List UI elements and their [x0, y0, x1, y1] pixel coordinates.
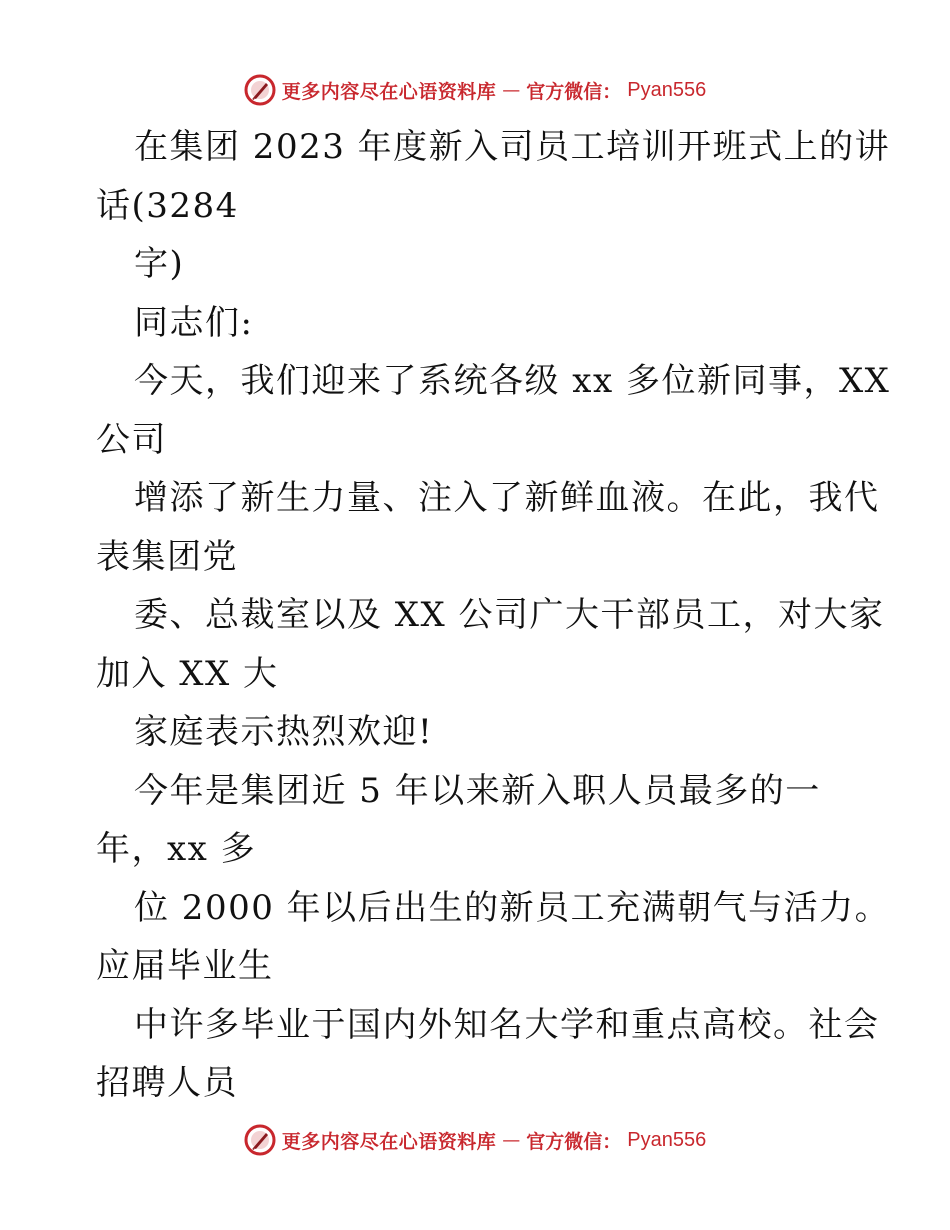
watermark-brand-text: 更多内容尽在心语资料库: [281, 80, 497, 103]
text-line: 位 2000 年以后出生的新员工充满朝气与活力。: [134, 887, 891, 928]
text-line: 委、总裁室以及 XX 公司广大干部员工，对大家: [134, 595, 885, 635]
quill-logo-icon: [244, 74, 276, 106]
text-line: 应届毕业生: [96, 946, 274, 986]
text-line: 今年是集团近 5 年以来新入职人员最多的一: [134, 770, 821, 811]
text-line: 今天，我们迎来了系统各级 xx 多位新同事，XX: [134, 361, 891, 401]
text-line: 字): [134, 244, 185, 284]
watermark-wechat-id: Pyan556: [627, 78, 707, 101]
watermark-wechat-id: Pyan556: [627, 1128, 707, 1151]
watermark-separator: —: [502, 1129, 521, 1151]
text-line: 公司: [96, 419, 167, 460]
watermark-wechat-label: 官方微信：: [526, 1130, 622, 1153]
text-line: 加入 XX 大: [96, 653, 279, 694]
watermark-wechat-label: 官方微信：: [526, 80, 622, 103]
text-line: 话(3284: [96, 185, 239, 226]
document-body: [96, 118, 891, 1113]
text-line: 招聘人员: [96, 1063, 238, 1103]
text-line: 年，xx 多: [96, 829, 257, 869]
text-line: 家庭表示热烈欢迎!: [134, 712, 434, 752]
text-line: 增添了新生力量、注入了新鲜血液。在此，我代: [134, 478, 880, 518]
watermark-separator: —: [502, 79, 521, 101]
watermark-brand-text: 更多内容尽在心语资料库: [281, 1130, 497, 1153]
text-line: 中许多毕业于国内外知名大学和重点高校。社会: [134, 1004, 880, 1045]
text-line: 在集团 2023 年度新入司员工培训开班式上的讲: [134, 127, 891, 167]
text-line: 表集团党: [96, 536, 238, 577]
quill-logo-icon: [244, 1124, 276, 1156]
text-line: 同志们:: [134, 302, 254, 343]
header-watermark: [0, 70, 950, 110]
footer-watermark: [0, 1120, 950, 1160]
